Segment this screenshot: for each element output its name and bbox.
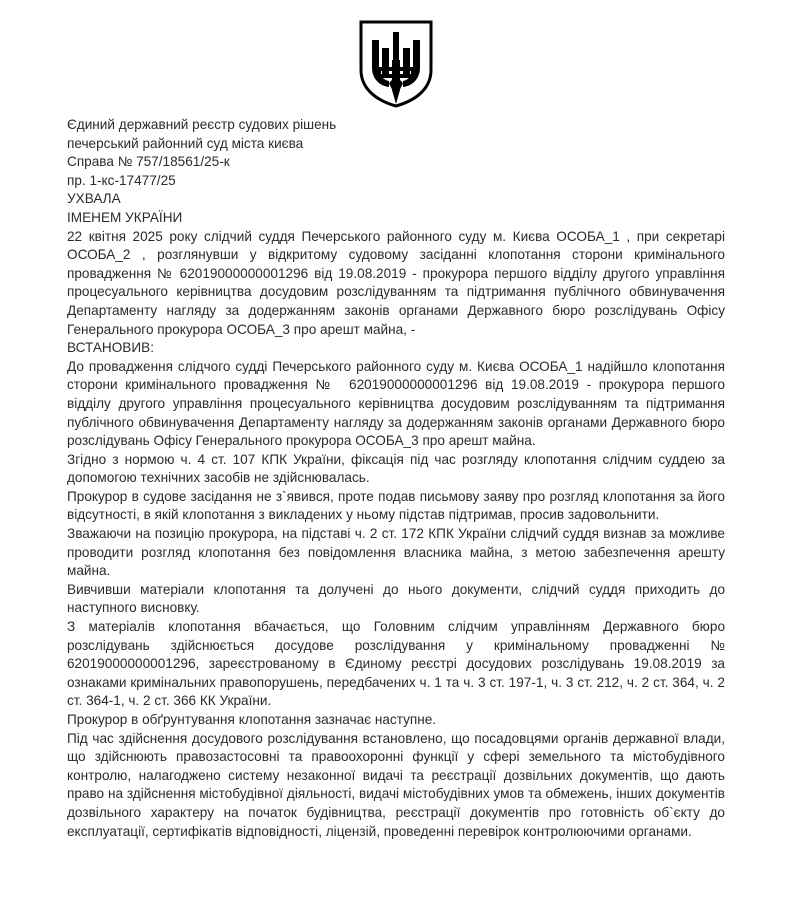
paragraph-intro: 22 квітня 2025 року слідчий суддя Печерського районного суду м. Києва ОСОБА_1 , при секретарі ОСОБА_2 , розглянувши у відкритому судовому засіданні клопотання сторони кримінального провадження № 62019000000001296 від 19.08.2019 - прокурора першого відділу другого управління процесуального керівництва досудовим розслідуванням та підтримання публічного обвинувачення Департаменту нагляду за додержанням законів органами Державного бюро розслідувань Офісу Генерального прокурора ОСОБА_3 про арешт майна, -: [67, 228, 729, 337]
paragraph-consideration-without-owner: Зважаючи на позицію прокурора, на підставі ч. 2 ст. 172 КПК України слідчий суддя визнав за можливе проводити розгляд клопотання без повідомлення власника майна, з метою забезпечення арешту майна.: [67, 526, 729, 579]
emblem-container: [0, 20, 791, 108]
paragraph-vstanoviv-heading: ВСТАНОВИВ:: [67, 340, 154, 356]
paragraph-findings: Під час здійснення досудового розслідування встановлено, що посадовцями органів державної влади, що здійснюють правозастосовні та правоохоронні функції у сфері земельного та містобудівного контролю, налагоджено систему незаконної видачі та реєстрації дозвільних документів, що дають право на здійснення містобудівної діяльності, видачі містобудівних умов та обмежень, інших документів дозвільного характеру на початок будівництва, реєстрації документів про готовність об`єкту до експлуатації, сертифікатів відповідності, ліцензій, проведенні перевірок контролюючими органами.: [67, 730, 729, 839]
paragraph-prosecutor-justification: Прокурор в обґрунтування клопотання зазначає наступне.: [67, 712, 437, 727]
proceeding-number: пр. 1-кс-17477/25: [67, 172, 176, 188]
case-number: Справа № 757/18561/25-к: [67, 154, 230, 170]
in-name-of-ukraine-title: ІМЕНЕМ УКРАЇНИ: [67, 209, 183, 225]
paragraph-motion-received: До провадження слідчого судді Печерського районного суду м. Києва ОСОБА_1 надійшло клопотання сторони кримінального провадження № 62019000000001296 від 19.08.2019 - прокурора першого відділу другого управління процесуального керівництва досудовим розслідуванням та підтримання публічного обвинувачення Департаменту нагляду за додержанням законів органами Державного бюро розслідувань Офісу Генерального прокурора ОСОБА_3 про арешт майна.: [67, 358, 729, 449]
register-title: Єдиний державний реєстр судових рішень: [67, 117, 337, 132]
court-name: печерський районний суд міста києва: [67, 135, 304, 151]
decision-type-title: УХВАЛА: [67, 191, 121, 207]
paragraph-technical-recording: Згідно з нормою ч. 4 ст. 107 КПК України, фіксація під час розгляду клопотання слідчим суддею за допомогою технічних засобів не здійснювалась.: [67, 451, 729, 486]
paragraph-investigation-details: З матеріалів клопотання вбачається, що Головним слідчим управлінням Державного бюро розслідувань здійснюється досудове розслідування у кримінальному провадженні № 62019000000001296, зареєстрованому в Єдиному реєстрі досудових розслідувань 19.08.2019 за ознаками кримінальних правопорушень, передбачених ч. 1 та ч. 3 ст. 197-1, ч. 3 ст. 212, ч. 2 ст. 364, ч. 2 ст. 364-1, ч. 2 ст. 366 КК України.: [67, 619, 729, 709]
paragraph-prosecutor-absent: Прокурор в судове засідання не з`явився, проте подав письмову заяву про розгляд клопотання за його відсутності, в якій клопотання з викладених у ньому підстав підтримав, просив задовольнити.: [67, 488, 729, 523]
ukrainian-trident-coat-of-arms-icon: [359, 20, 433, 108]
paragraph-materials-studied: Вивчивши матеріали клопотання та долучені до нього документи, слідчий суддя приходить до наступного висновку.: [67, 581, 729, 616]
document-text-body: [67, 116, 729, 841]
